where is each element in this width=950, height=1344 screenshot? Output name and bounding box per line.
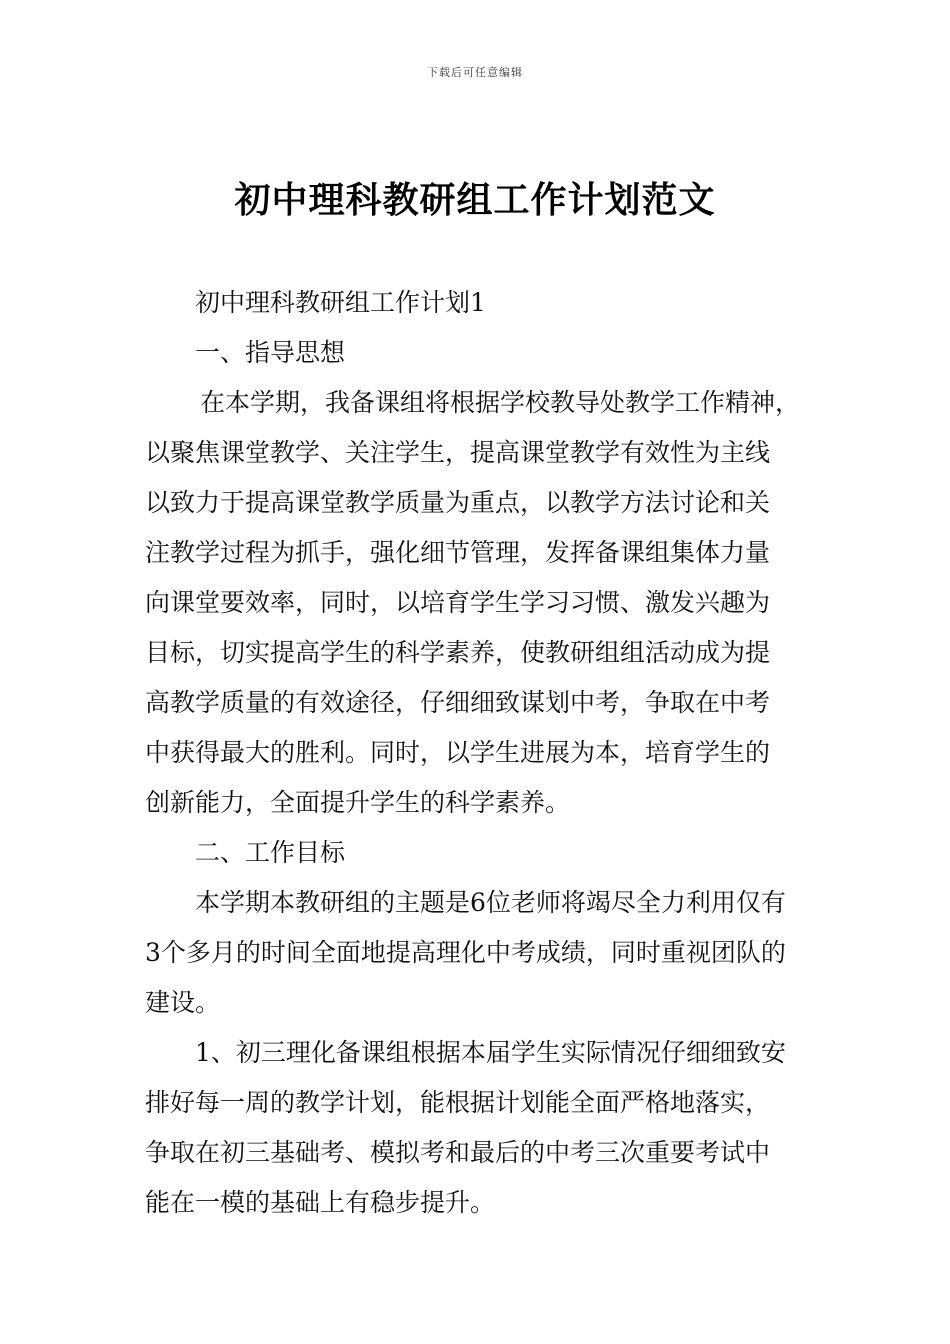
document-body [145,278,810,1228]
paragraph-line: 1、初三理化备课组根据本届学生实际情况仔细细致安 [195,1038,786,1067]
section-heading-work-goals: 二、工作目标 [195,838,346,867]
paragraph-line: 3个多月的时间全面地提高理化中考成绩，同时重视团队的 [145,938,786,967]
paragraph-line: 争取在初三基础考、模拟考和最后的中考三次重要考试中 [145,1138,771,1167]
paragraph-line: 在本学期，我备课组将根据学校教导处教学工作精神， [200,388,801,417]
document-title: 初中理科教研组工作计划范文 [234,180,716,221]
section-subtitle: 初中理科教研组工作计划1 [195,288,486,317]
paragraph-line: 建设。 [145,988,221,1017]
paragraph-line: 创新能力，全面提升学生的科学素养。 [145,788,571,817]
paragraph-line: 本学期本教研组的主题是6位老师将竭尽全力利用仅有 [195,888,786,917]
paragraph-line: 向课堂要效率，同时，以培育学生学习习惯、激发兴趣为 [145,588,771,617]
paragraph-line: 能在一模的基础上有稳步提升。 [145,1188,496,1217]
section-heading-guiding-thought: 一、指导思想 [195,338,346,367]
paragraph-line: 以致力于提高课堂教学质量为重点，以教学方法讨论和关 [145,488,771,517]
paragraph-line: 以聚焦课堂教学、关注学生，提高课堂教学有效性为主线 [145,438,771,467]
paragraph-line: 高教学质量的有效途径，仔细细致谋划中考，争取在中考 [145,688,771,717]
paragraph-line: 排好每一周的教学计划，能根据计划能全面严格地落实， [145,1088,771,1117]
paragraph-line: 中获得最大的胜利。同时，以学生进展为本，培育学生的 [145,738,771,767]
paragraph-line: 目标，切实提高学生的科学素养，使教研组组活动成为提 [145,638,771,667]
paragraph-line: 注教学过程为抓手，强化细节管理，发挥备课组集体力量 [145,538,771,567]
header-note: 下载后可任意编辑 [427,66,523,79]
